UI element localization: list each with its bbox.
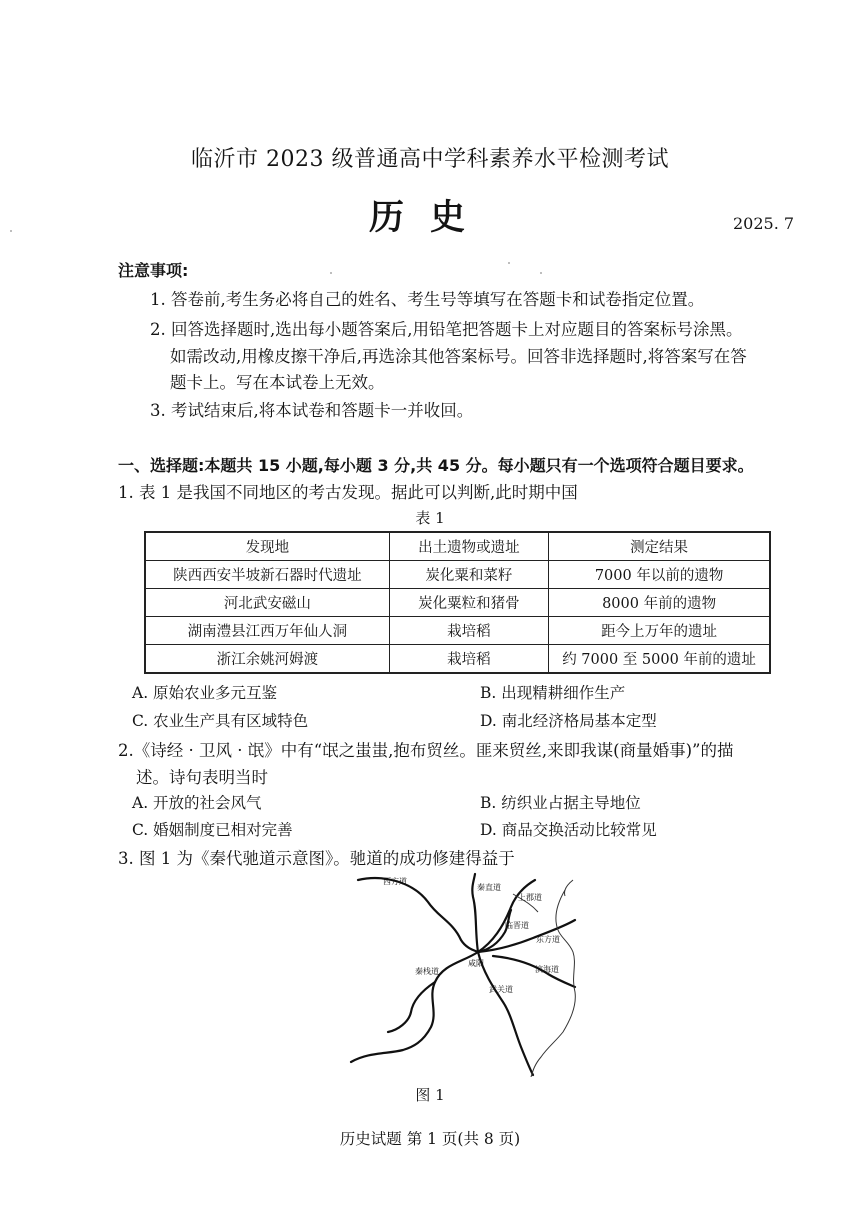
map-road-wuguan <box>478 952 533 1075</box>
table-cell: 栽培稻 <box>389 617 548 645</box>
q1-option-a: A. 原始农业多元互鉴 <box>132 684 278 702</box>
scan-speck <box>10 230 12 232</box>
map-label-xianyang: 咸阳 <box>468 959 484 968</box>
map-road-west <box>358 878 478 952</box>
scan-speck <box>508 262 510 264</box>
table-cell: 栽培稻 <box>389 645 548 674</box>
notice-item-2-cont: 如需改动,用橡皮擦干净后,再选涂其他答案标号。回答非选择题时,将答案写在答 <box>170 347 747 366</box>
q2-stem-line2: 述。诗句表明当时 <box>136 768 268 787</box>
page-footer: 历史试题 第 1 页(共 8 页) <box>339 1130 521 1148</box>
q1-table-caption: 表 1 <box>415 509 445 527</box>
table-cell: 距今上万年的遗址 <box>549 617 770 645</box>
exam-date: 2025. 7 <box>733 214 795 233</box>
table-cell: 浙江余姚河姆渡 <box>145 645 389 674</box>
q1-option-c: C. 农业生产具有区域特色 <box>132 712 309 730</box>
table-cell: 炭化粟粒和猪骨 <box>389 589 548 617</box>
exam-title: 临沂市 2023 级普通高中学科素养水平检测考试 <box>191 147 669 172</box>
table-cell: 湖南澧县江西万年仙人洞 <box>145 617 389 645</box>
table-cell: 7000 年以前的遗物 <box>549 561 770 589</box>
q2-option-b: B. 纺织业占据主导地位 <box>480 794 641 812</box>
scan-speck <box>330 272 332 274</box>
table-header-cell: 发现地 <box>145 532 389 561</box>
map-label-shangjun: 上郡道 <box>518 893 542 902</box>
map-label-binhai: 滨海道 <box>535 965 559 974</box>
map-label-qinzhan: 秦栈道 <box>415 967 439 976</box>
table-cell: 河北武安磁山 <box>145 589 389 617</box>
map-label-xifang: 西方道 <box>383 877 407 886</box>
map-label-linjin: 临晋道 <box>505 921 529 930</box>
table-cell: 炭化粟和菜籽 <box>389 561 548 589</box>
scan-speck <box>540 272 542 274</box>
notice-item-1: 1. 答卷前,考生务必将自己的姓名、考生号等填写在答题卡和试卷指定位置。 <box>150 290 705 309</box>
notice-item-2: 2. 回答选择题时,选出每小题答案后,用铅笔把答题卡上对应题目的答案标号涂黑。 <box>150 320 743 339</box>
map-road-binhai <box>493 956 575 987</box>
q2-stem-line1: 2.《诗经 · 卫风 · 氓》中有“氓之蚩蚩,抱布贸丝。匪来贸丝,来即我谋(商量婚事)”的描 <box>118 741 734 760</box>
table-cell: 陕西西安半坡新石器时代遗址 <box>145 561 389 589</box>
table-header-cell: 出土遗物或遗址 <box>389 532 548 561</box>
q2-option-d: D. 商品交换活动比较常见 <box>480 821 657 839</box>
subject-title: 历史 <box>368 198 491 238</box>
table-row <box>145 561 770 589</box>
notice-item-2-cont2: 题卡上。写在本试卷上无效。 <box>170 373 385 392</box>
notice-title: 注意事项: <box>118 261 189 280</box>
map-label-wuguan: 武关道 <box>489 985 513 994</box>
table-row <box>145 645 770 674</box>
map-label-qinzhi: 秦直道 <box>477 883 501 892</box>
q2-option-a: A. 开放的社会风气 <box>132 794 262 812</box>
table-row <box>145 617 770 645</box>
notice-item-3: 3. 考试结束后,将本试卷和答题卡一并收回。 <box>150 401 474 420</box>
table-header-row <box>145 532 770 561</box>
q1-stem: 1. 表 1 是我国不同地区的考古发现。据此可以判断,此时期中国 <box>118 483 578 502</box>
table-cell: 约 7000 至 5000 年前的遗址 <box>549 645 770 674</box>
map-road-zhan-branch <box>388 982 435 1032</box>
table-header-cell: 测定结果 <box>549 532 770 561</box>
q1-table <box>144 531 771 674</box>
qin-road-map <box>343 872 578 1077</box>
section-heading: 一、选择题:本题共 15 小题,每小题 3 分,共 45 分。每小题只有一个选项符合题目要求。 <box>118 456 754 475</box>
q1-option-d: D. 南北经济格局基本定型 <box>480 712 657 730</box>
q2-option-c: C. 婚姻制度已相对完善 <box>132 821 293 839</box>
table-cell: 8000 年前的遗物 <box>549 589 770 617</box>
table-row <box>145 589 770 617</box>
map-river-2 <box>565 880 573 896</box>
q1-option-b: B. 出现精耕细作生产 <box>480 684 626 702</box>
figure-caption: 图 1 <box>415 1086 445 1104</box>
map-label-dongfang: 东方道 <box>536 935 560 944</box>
q3-stem: 3. 图 1 为《秦代驰道示意图》。驰道的成功修建得益于 <box>118 849 515 868</box>
